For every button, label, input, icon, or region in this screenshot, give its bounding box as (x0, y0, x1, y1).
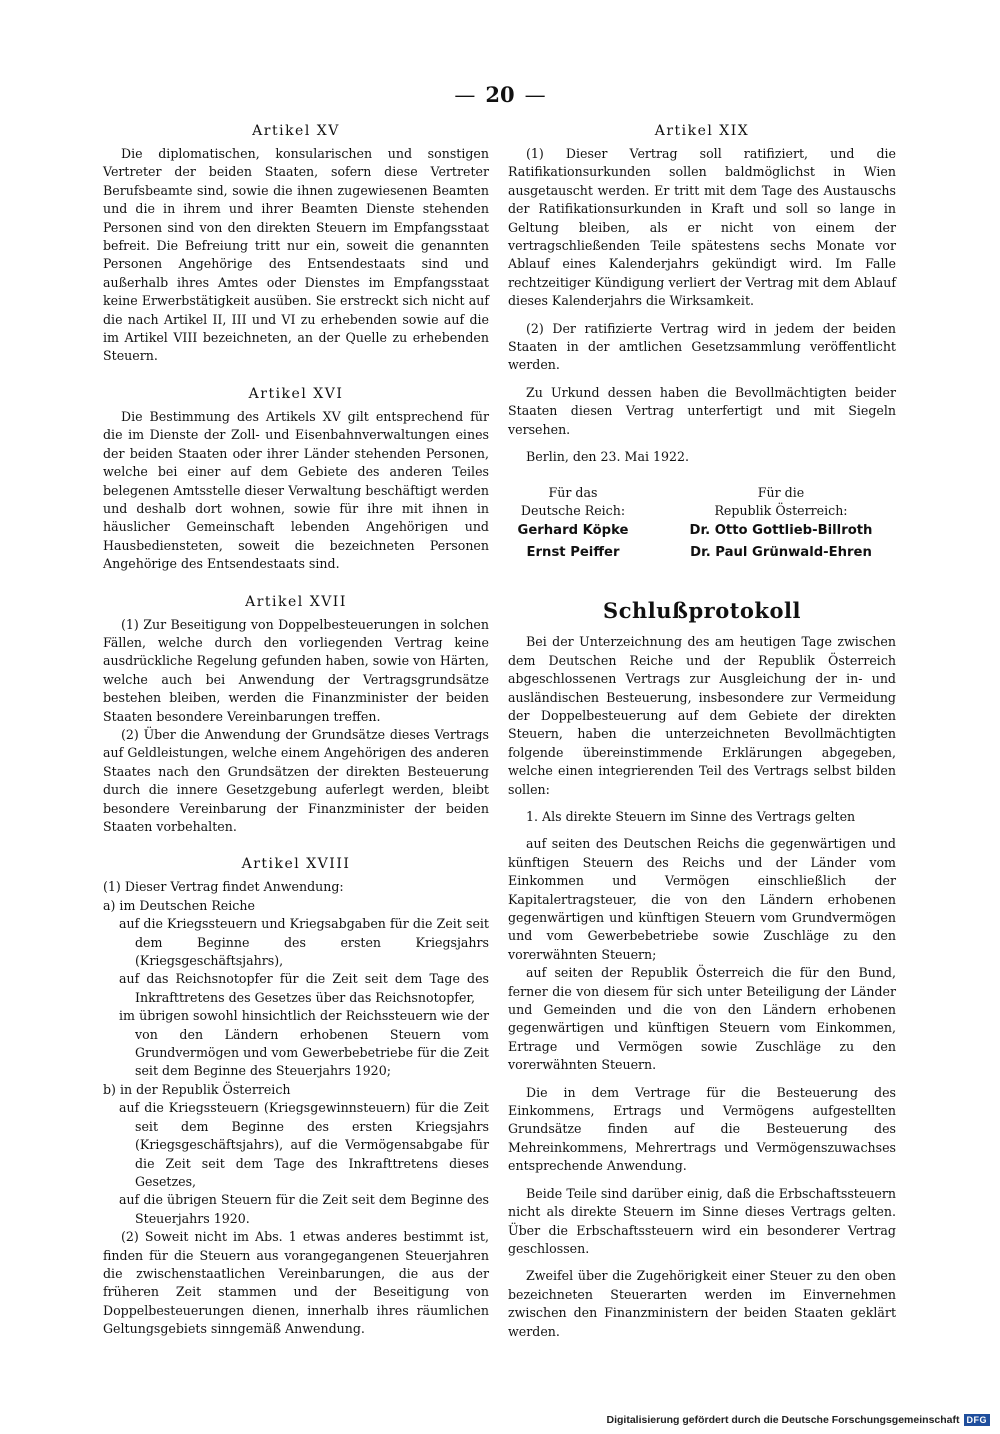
paragraph: Beide Teile sind darüber einig, daß die Erbschaftssteuern nicht als direkte Steuern im Sinne dieses Vertrags gelten. Über die Erbschaftssteuern wird ein besonderer Vertrag geschlossen. (508, 1185, 896, 1256)
paragraph: (2) Der ratifizierte Vertrag wird in jedem der beiden Staaten in der amtlichen Gesetzsammlung veröffentlicht werden. (508, 320, 896, 373)
list-item: auf die Kriegssteuern und Kriegsabgaben für die Zeit seit dem Beginne des ersten Kriegsjahrs (Kriegsgeschäftsjahrs), (119, 916, 489, 969)
paragraph: 1. Als direkte Steuern im Sinne des Vertrags gelten (526, 808, 856, 824)
article-17 (103, 591, 489, 837)
article-heading: Artikel XV (252, 123, 340, 139)
paragraph: (1) Dieser Vertrag soll ratifiziert, und die Ratifikationsurkunden sollen baldmöglichst in Wien ausgetauscht werden. Er tritt mit dem Tage des Austauschs der Ratifikationsurkunden in Kraft und soll so lange in Geltung bleiben, als er nicht von einem der vertragschließenden Teile spätestens sechs Monate vor Ablauf eines Kalenderjahrs gekündigt wird. Im Falle rechtzeitiger Kündigung verliert der Vertrag mit dem Ablauf dieses Kalenderjahrs die Wirksamkeit. (508, 146, 896, 309)
list-label: b) in der Republik Österreich (103, 1081, 291, 1097)
list-item: auf die übrigen Steuern für die Zeit seit dem Beginne des Steuerjahrs 1920. (119, 1192, 489, 1226)
article-heading: Artikel XVIII (241, 856, 351, 873)
paragraph: Zweifel über die Zugehörigkeit einer Steuer zu den oben bezeichneten Steuerarten werden im Einvernehmen zwischen den Finanzministern der beiden Staaten geklärt werden. (508, 1268, 896, 1339)
signatory-name: Gerhard Köpke (517, 523, 629, 539)
paragraph: Die in dem Vertrage für die Besteuerung des Einkommens, Ertrags und Vermögens aufgestellten Grundsätze finden auf die Besteuerung des Mehreinkommens, Mehrertrags und Vermögenszuwachses entsprechende Anwendung. (508, 1084, 896, 1174)
paragraph: Die Bestimmung des Artikels XV gilt entsprechend für die im Dienste der Zoll- und Eisenbahnverwaltungen eines der beiden Staaten oder ihrer Länder stehenden Personen, welche bei einer auf dem Gebiete des anderen Teiles belegenen Amtsstelle dieser Verwaltung beschäftigt werden und deshalb dort wohnen, sowie für ihre mit ihnen in häuslicher Gemeinschaft lebenden Angehörigen und Hausbediensteten, soweit die bezeichneten Personen Angehörige des Entsendestaats sind. (103, 408, 489, 572)
signatory-name: Dr. Otto Gottlieb-Billroth (689, 523, 873, 539)
paragraph: Zu Urkund dessen haben die Bevollmächtigten beider Staaten diesen Vertrag unterfertigt und mit Siegeln versehen. (508, 384, 896, 437)
left-column (103, 120, 489, 1356)
signatory-name: Ernst Peiffer (526, 545, 620, 561)
list-item: auf das Reichsnotopfer für die Zeit seit dem Tage des Inkrafttretens des Gesetzes über das Reichsnotopfer, (119, 971, 489, 1005)
article-15 (103, 120, 489, 366)
dfg-logo-icon: DFG (964, 1414, 991, 1426)
signature-label: Republik Österreich: (714, 502, 848, 518)
article-18 (103, 853, 489, 1338)
list-label: a) im Deutschen Reiche (103, 897, 255, 913)
paragraph: Die diplomatischen, konsularischen und sonstigen Vertreter der beiden Staaten, sofern diese Vertreter Berufsbeamte sind, sowie die ihnen zugewiesenen Beamten und die in ihrem und ihrer Beamten Dienste stehenden Personen sind von den direkten Steuern im Empfangsstaat befreit. Die Befreiung tritt nur ein, soweit die genannten Personen Angehörige des Entsendestaats sind und außerhalb ihres Amtes oder Dienstes im Empfangsstaat keine Erwerbstätigkeit ausüben. Sie erstreckt sich nicht auf die nach Artikel II, III und VI zu erhebenden sowie auf die im Artikel VIII bezeichneten, an der Quelle zu erhebenden Steuern. (103, 146, 489, 364)
signatory-name: Dr. Paul Grünwald-Ehren (690, 545, 872, 561)
place-date: Berlin, den 23. Mai 1922. (526, 449, 690, 465)
signature-label: Deutsche Reich: (520, 502, 626, 518)
paragraph: auf seiten der Republik Österreich die für den Bund, ferner die von diesem für sich unter Beteiligung der Länder und Gemeinden und die von den Ländern erhobenen gegenwärtigen und künftigen Steuern vom Einkommen, Ertrage und Vermögen sowie Zuschläge zu den vorerwähnten Steuern. (508, 965, 896, 1073)
article-19 (508, 120, 896, 467)
article-heading: Artikel XVI (248, 385, 344, 402)
paragraph: (1) Dieser Vertrag findet Anwendung: (103, 879, 344, 895)
article-heading: Artikel XVII (245, 593, 347, 610)
page-number: — 20 — (454, 82, 546, 107)
paragraph: (2) Über die Anwendung der Grundsätze dieses Vertrags auf Geldleistungen, welche einem Angehörigen des anderen Staates nach den Grundsätzen der direkten Besteuerung durch die innere Gesetzgebung auferlegt werden, bleibt besondere Vereinbarung der Finanzminister der beiden Staaten vorbehalten. (103, 726, 489, 834)
protocol-title: Schlußprotokoll (603, 598, 801, 624)
article-16 (103, 383, 489, 574)
paragraph: Bei der Unterzeichnung des am heutigen Tage zwischen dem Deutschen Reiche und der Republik Österreich abgeschlossenen Vertrags zur Ausgleichung der in- und ausländischen Besteuerung, insbesondere zur Vermeidung der Doppelbesteuerung auf dem Gebiete der direkten Steuern, haben die unterzeichneten Bevollmächtigten folgende übereinstimmende Erklärungen abgegeben, welche einen integrierenden Teil des Vertrags selbst bilden sollen: (508, 634, 896, 797)
paragraph: (2) Soweit nicht im Abs. 1 etwas anderes bestimmt ist, finden für die Steuern aus vorangegangenen Steuerjahren die zwischenstaatlichen Vereinbarungen, die aus der früheren Zeit stammen und der Beseitigung von Doppelbesteuerungen dienen, innerhalb ihres räumlichen Geltungsgebiets sinngemäß Anwendung. (103, 1229, 489, 1337)
signature-label: Für das (548, 484, 598, 500)
page-number-value: 20 (485, 82, 515, 107)
list-item: im übrigen sowohl hinsichtlich der Reichssteuern wie der von den Ländern erhobenen Steuern vom Grundvermögen und vom Gewerbebetriebe für die Zeit seit dem Beginne des Steuerjahrs 1920; (119, 1008, 489, 1079)
paragraph: (1) Zur Beseitigung von Doppelbesteuerungen in solchen Fällen, welche durch den vorliegenden Vertrag keine ausdrückliche Regelung gefunden haben, sowie von Härten, welche auch bei Anwendung der Vertragsgrundsätze bestehen bleiben, werden die Finanzminister der beiden Staaten besondere Vereinbarungen treffen. (103, 616, 489, 724)
credit-text: Digitalisierung gefördert durch die Deutsche Forschungsgemeinschaft (606, 1414, 960, 1426)
paragraph: auf seiten des Deutschen Reichs die gegenwärtigen und künftigen Steuern des Reichs und der Länder vom Einkommen und Vermögen einschließlich der Kapitalertragsteuer, die von den Ländern erhobenen gegenwärtigen und künftigen Steuern vom Grundvermögen und vom Gewerbebetriebe sowie Zuschläge zu den vorerwähnten Steuern; (508, 836, 896, 962)
signature-austria (666, 484, 896, 565)
signature-label: Für die (757, 484, 805, 500)
list-item: auf die Kriegssteuern (Kriegsgewinnsteuern) für die Zeit seit dem Beginne des ersten Kriegsjahrs (Kriegsgeschäftsjahrs), auf die Vermögensabgabe für die Zeit seit dem Tage des Inkrafttretens dieses Gesetzes, (119, 1100, 489, 1189)
signature-block (508, 484, 896, 565)
right-column (508, 120, 896, 1341)
digitization-credit (607, 1414, 990, 1426)
signature-germany (508, 484, 638, 565)
article-heading: Artikel XIX (654, 123, 750, 139)
